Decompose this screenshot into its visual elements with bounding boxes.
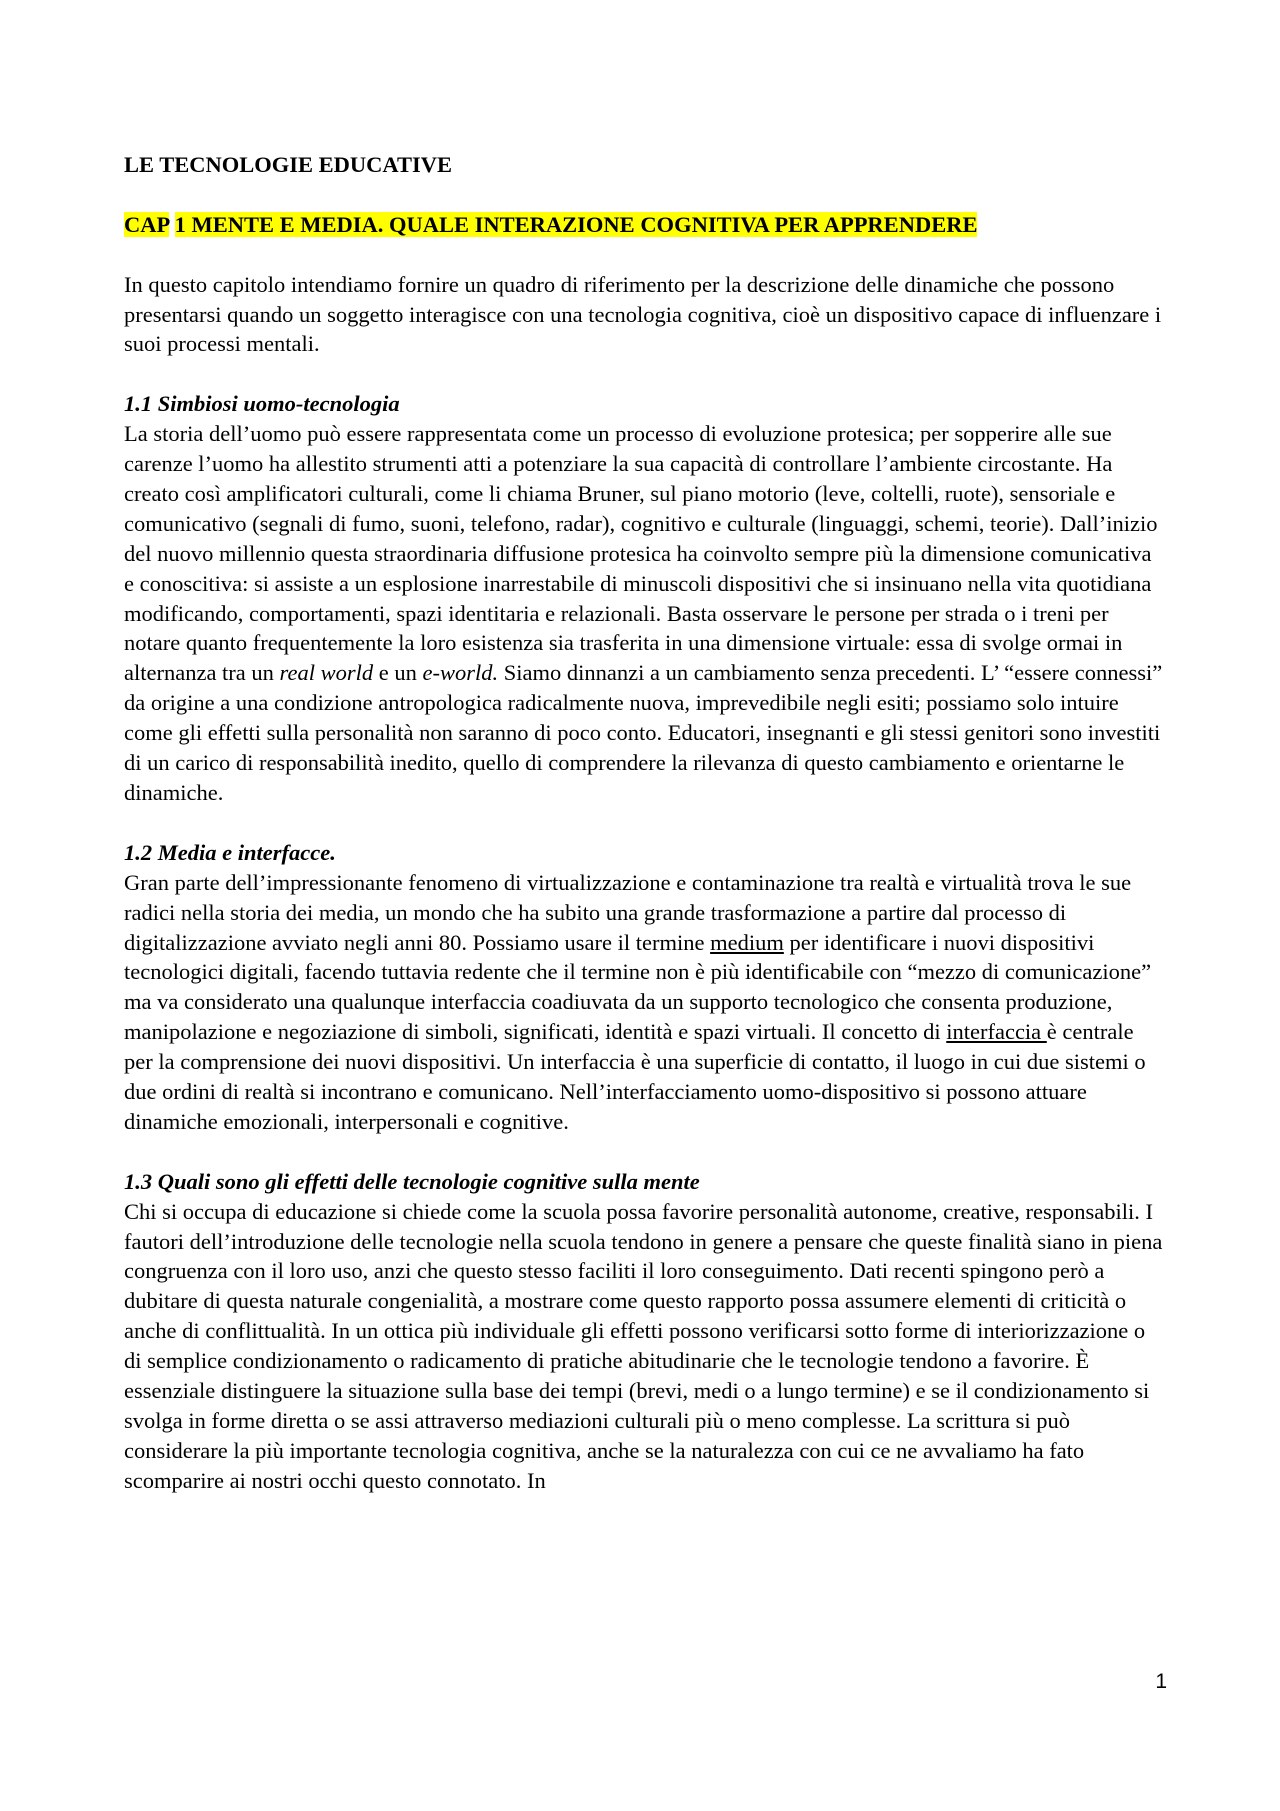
section-1-2-text-c: è centrale per la comprensione dei nuovi dispositivi. Un interfaccia è una superficie di contatto, il luogo in cui due sistemi o due ordini di realtà si incontrano e comunicano. Nell’interfacciamento uomo-dispositivo si possono attuare dinamiche emozionali, interpersonali e cognitive. [124,1019,1146,1134]
intro-paragraph: In questo capitolo intendiamo fornire un quadro di riferimento per la descrizione delle dinamiche che possono presentarsi quando un soggetto interagisce con una tecnologia cognitiva, cioè un dispositivo capace di influenzare i suoi processi mentali. [124,271,1162,357]
real-world-italic: real world [279,660,374,686]
section-1-2-text-b: per identificare i nuovi dispositivi tecnologici digitali, facendo tuttavia redente che il termine non è più identificabile con “mezzo di comunicazione” ma va considerato una qualunque interfaccia coadiuvata da un supporto tecnologico che consenta produzione, manipolazione e negoziazione di simboli, significati, identità e spazi virtuali. Il concetto di [124,929,1152,1045]
section-1-1-text-b: Siamo dinnanzi a un cambiamento senza precedenti. L’ “essere connessi” da origine a una condizione antropologica radicalmente nuova, imprevedibile negli esiti; possiamo solo intuire come gli effetti sulla personalità non saranno di poco conto. Educatori, insegnanti e gli stessi genitori sono investiti di un carico di responsabilità inedito, quello di comprendere la rilevanza di questo cambiamento e orientarne le dinamiche. [124,660,1163,805]
section-heading-1-1: 1.1 Simbiosi uomo-tecnologia [124,391,400,417]
section-body-1-3: Chi si occupa di educazione si chiede come la scuola possa favorire personalità autonome, creative, responsabili. I fautori dell’introduzione delle tecnologie nella scuola tendono in genere a pensare che queste finalità siano in piena congruenza con il loro uso, anzi che questo stesso faciliti il loro conseguimento. Dati recenti spingono però a dubitare di questa naturale congenialità, a mostrare come questo rapporto possa assumere elementi di criticità o anche di conflittualità. In un ottica più individuale gli effetti possono verificarsi sotto forme di interiorizzazione o di semplice condizionamento o radicamento di pratiche abitudinarie che le tecnologie tendono a favorire. È essenziale distinguere la situazione sulla base dei tempi (brevi, medi o a lungo termine) e se il condizionamento si svolga in forme diretta o se assi attraverso mediazioni culturali più o meno complesse. La scrittura si può considerare la più importante tecnologia cognitiva, anche se la naturalezza con cui ce ne avvaliamo ha fato scomparire ai nostri occhi questo connotato. In [124,1198,1163,1493]
page-number: 1 [1155,1670,1167,1693]
section-body-1-1 [124,419,1164,808]
section-1-1-text-a: La storia dell’uomo può essere rappresentata come un processo di evoluzione protesica; per sopperire alle sue carenze l’uomo ha allestito strumenti atti a potenziare la sua capacità di controllare l’ambiente circostante. Ha creato così amplificatori culturali, come li chiama Bruner, sul piano motorio (leve, coltelli, ruote), sensoriale e comunicativo (segnali di fumo, suoni, telefono, radar), cognitivo e culturale (linguaggi, schemi, teorie). Dall’inizio del nuovo millennio questa straordinaria diffusione protesica ha coinvolto sempre più la dimensione comunicativa e conoscitiva: si assiste a un esplosione inarrestabile di minuscoli dispositivi che si insinuano nella vita quotidiana modificando, comportamenti, spazi identitaria e relazionali. Basta osservare le persone per strada o i treni per notare quanto frequentemente la loro esistenza sia trasferita in una dimensione virtuale: essa di svolge ormai in alternanza tra un [124,421,1158,686]
interfaccia-underlined: interfaccia [946,1019,1047,1045]
page-content [124,150,1164,1526]
chapter-cap-label: CAP [124,211,169,237]
medium-underlined: medium [710,929,784,955]
section-heading-1-3: 1.3 Quali sono gli effetti delle tecnologie cognitive sulla mente [124,1168,700,1194]
e-world-italic: e-world. [422,660,499,686]
section-heading-1-2: 1.2 Media e interfacce. [124,839,336,865]
chapter-title [124,210,1164,240]
section-1-2-text-a: Gran parte dell’impressionante fenomeno di virtualizzazione e contaminazione tra realtà e virtualità trova le sue radici nella storia dei media, un mondo che ha subito una grande trasformazione a partire dal processo di digitalizzazione avviato negli anni 80. Possiamo usare il termine [124,869,1132,955]
document-title: LE TECNOLOGIE EDUCATIVE [124,152,452,177]
chapter-title-text: 1 MENTE E MEDIA. QUALE INTERAZIONE COGNITIVA PER APPRENDERE [174,211,978,237]
section-1-1-text-mid: e un [373,660,423,686]
section-body-1-2 [124,868,1164,1137]
